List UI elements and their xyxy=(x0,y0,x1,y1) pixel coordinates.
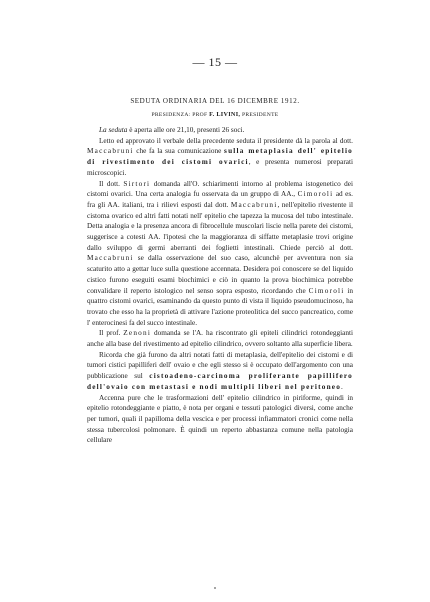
italic-run: La seduta xyxy=(99,126,128,134)
paragraph xyxy=(87,179,353,329)
emphasized-run: Maccabruni xyxy=(87,147,134,156)
presidency-label: PRESIDENZA: PROF xyxy=(151,112,208,118)
paragraph xyxy=(87,328,353,349)
scan-speck xyxy=(214,587,216,589)
text-run: Il prof. xyxy=(99,329,124,338)
presidency-line xyxy=(0,111,430,118)
president-role: PRESIDENTE xyxy=(241,112,279,118)
text-run: . xyxy=(341,382,343,391)
text-run: , nell'epitelio rivestente il cistoma ovarico ed altri fatti notati nell' epitelio che tapezza la mucosa del tubo intestinale. Detta analogia e la presenza ancora di fibrocellule muscolari liscie nella parete dei cistomi, suggerisce a cotesti AA. l'ipotesi che la maggioranza di siffatte metaplasie trovi origine dallo sviluppo di germi aberranti dei foglietti intestinali. Chiede perciò al dott. xyxy=(87,200,353,252)
body-text xyxy=(87,125,353,446)
text-run: Il dott. xyxy=(99,179,124,188)
text-run: domanda all'O. schiarimenti intorno al problema istogenetico dei cistomi ovarici. Una certa analogia fu osservata da un gruppo di AA., xyxy=(87,179,353,199)
emphasized-run: Zenoni xyxy=(123,329,152,338)
text-run: Ricorda che già furono da altri notati fatti di metaplasia, dell'epitelio dei cistomi e di tumori cistici papilliferi dell' ovaio e che egli stesso si è occupato dell'argomento con una pubblicazione sul xyxy=(87,350,353,381)
emphasized-run: Sirtori xyxy=(123,179,151,188)
text-run: Letto ed approvato il verbale della precedente seduta il presidente dà la parola al dott. xyxy=(99,136,353,145)
president-name: F. LIVINI, xyxy=(209,111,241,118)
session-title: SEDUTA ORDINARIA DEL 16 DICEMBRE 1912. xyxy=(130,97,300,105)
emphasized-run: Maccabruni xyxy=(87,254,134,263)
text-run: domanda se l'A. ha riscontrato gli epiteli cilindrici rotondeggianti anche alla base del rivestimento ad epitelio cilindrico, ovvero soltanto alla superficie libera. xyxy=(87,329,353,349)
emphasized-run: Maccabruni xyxy=(230,200,278,209)
paragraph xyxy=(87,350,353,393)
paragraph xyxy=(87,393,353,447)
text-run: se dalla osservazione del suo caso, alcunchè per avventura non sia scaturito atto a gettar luce sulla questione accennata. Desidera poi conoscere se del liquido cistico furono eseguiti esami biochimici e ciò in quanto la prova biochimica potrebbe convalidare il reperto istologico nel senso sopra esposto, ricordando che xyxy=(87,254,353,295)
text-run: , e presenta numerosi preparati microscopici. xyxy=(87,158,353,177)
text-run: ad es. fra gli AA. italiani, tra i rilievi esposti dal dott. xyxy=(87,190,353,209)
paragraph xyxy=(87,125,353,136)
text-run: è aperta alle ore 21,10, presenti 26 soci. xyxy=(127,126,245,134)
emphasized-run: Cimoroli xyxy=(297,190,334,199)
text-run: Accenna pure che le trasformazioni dell' epitelio cilindrico in piriforme, quindi in epitelio rotondeggiante e piatto, è nota per organi e tessuti patologici diversi, come anche per tumori, quali il papilloma della vescica e per processi infiammatori cronici come nella stessa tubercolosi polmonare. È quindi un reperto abbastanza comune nella patologia cellulare xyxy=(87,393,353,445)
text-run: che fa la sua comunicazione xyxy=(133,147,225,156)
paragraph xyxy=(87,136,353,179)
emphasized-run: sulla metaplasia dell' epitelio di rivestimento dei cistomi ovarici xyxy=(87,147,353,167)
text-run: in quattro cistomi ovarici, esaminando da questo punto di vista il liquido pseudomucinoso, ha trovato che esso ha la proprietà di attivare l'azione proteolitica del succo pancreatico, come l' enterocinesi fa del succo intestinale. xyxy=(87,286,354,327)
emphasized-run: Cimoroli xyxy=(308,286,345,295)
emphasized-run: cistoadeno-carcinoma proliferante papillifero dell'ovaio con metastasi e nodi multipli liberi nel peritoneo xyxy=(87,372,353,391)
page-number: — 15 — xyxy=(192,55,238,69)
